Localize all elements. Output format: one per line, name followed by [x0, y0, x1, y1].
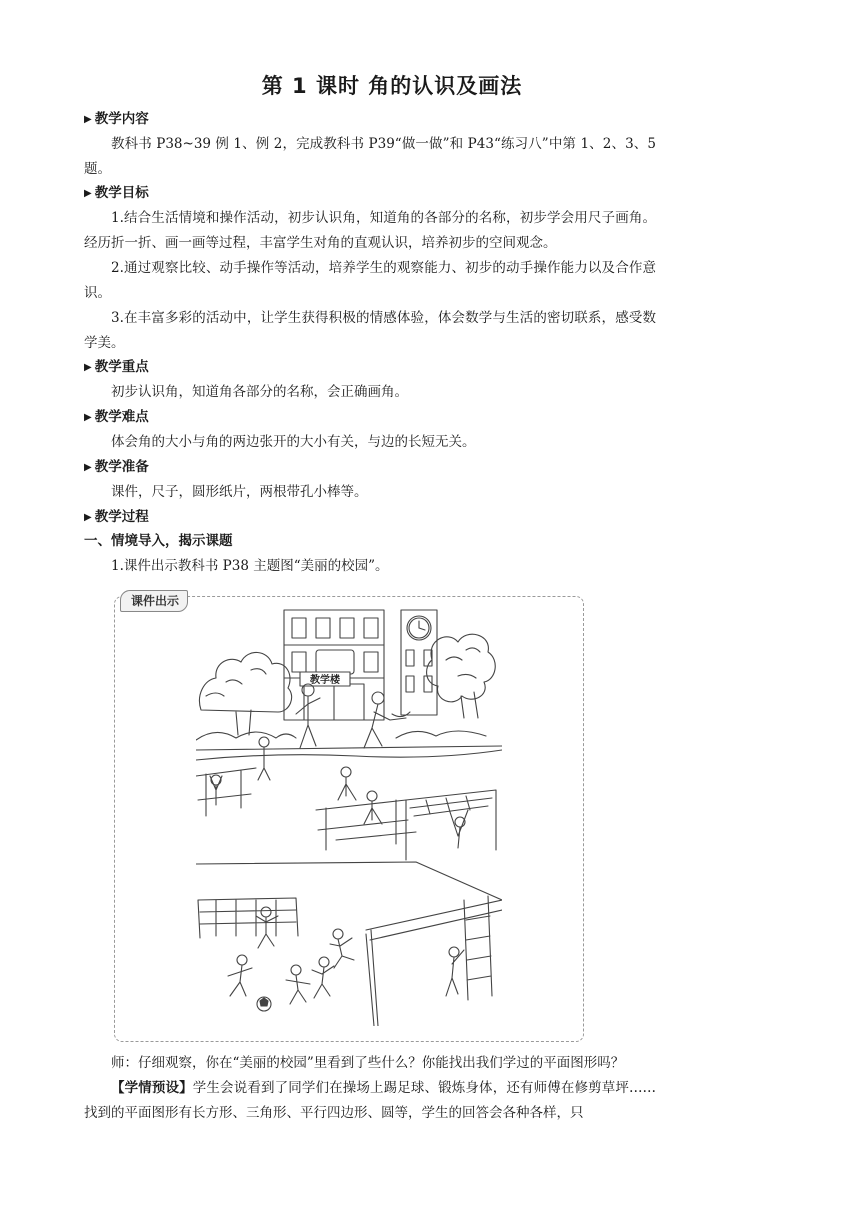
soccer-players-illustration	[228, 907, 354, 1004]
goal-item-2: 2.通过观察比较、动手操作等活动，培养学生的观察能力、初步的动手操作能力以及合作意识。	[84, 260, 656, 301]
ladder-fence-illustration	[366, 896, 502, 1026]
section-heading-content: ▶ 教学内容	[84, 111, 149, 127]
tree-left-illustration	[199, 652, 291, 735]
section-heading-prep: ▶ 教学准备	[84, 459, 149, 475]
page-title: 第 1 课时 角的认识及画法	[261, 74, 523, 98]
triangle-bullet-icon: ▶	[84, 188, 92, 199]
preview-text: 学生会说看到了同学们在操场上踢足球、锻炼身体，还有师傅在修剪草坪……找到的平面图形有长方形、三角形、平行四边形、圆等，学生的回答会各种各样，只	[84, 1080, 657, 1121]
path-line-illustration	[196, 750, 502, 760]
section-heading-goals: ▶ 教学目标	[84, 185, 149, 201]
triangle-bullet-icon: ▶	[84, 412, 92, 423]
difficulty-text: 体会角的大小与角的两边张开的大小有关，与边的长短无关。	[111, 434, 476, 450]
school-building-illustration	[284, 610, 384, 720]
triangle-bullet-icon: ▶	[84, 462, 92, 473]
campus-illustration	[196, 600, 502, 1026]
field-edge-illustration	[196, 862, 502, 900]
building-sign-text: 教学楼	[310, 675, 340, 686]
clock-tower-illustration	[401, 610, 437, 715]
parallel-bars-illustration	[316, 767, 416, 850]
figure-tag: 课件出示	[120, 590, 188, 612]
prep-text: 课件，尺子，圆形纸片，两根带孔小棒等。	[111, 484, 368, 500]
preview-label: 【学情预设】	[111, 1080, 193, 1096]
triangle-bullet-icon: ▶	[84, 512, 92, 523]
soccer-goal-illustration	[198, 898, 298, 938]
section-heading-difficulty: ▶ 教学难点	[84, 409, 149, 425]
teacher-figure-illustration	[296, 684, 320, 748]
triangle-bullet-icon: ▶	[84, 362, 92, 373]
teacher-question: 师：仔细观察，你在“美丽的校园”里看到了些什么？你能找出我们学过的平面图形吗？	[111, 1055, 625, 1071]
climbing-frame-illustration	[406, 790, 496, 860]
goal-item-3: 3.在丰富多彩的活动中，让学生获得积极的情感体验，体会数学与生活的密切联系，感受数学美。	[84, 310, 656, 351]
bushes-illustration	[196, 731, 502, 750]
key-text: 初步认识角，知道角各部分的名称，会正确画角。	[111, 384, 408, 400]
content-text: 教科书 P38~39 例 1、例 2，完成教科书 P39“做一做”和 P43“练习八”中第 1、2、3、5 题。	[84, 136, 656, 177]
part1-step1: 1.课件出示教科书 P38 主题图“美丽的校园”。	[111, 558, 389, 574]
goal-item-1: 1.结合生活情境和操作活动，初步认识角，知道角的各部分的名称，初步学会用尺子画角。经历折一折、画一画等过程，丰富学生对角的直观认识，培养初步的空间观念。	[84, 210, 656, 251]
preview-paragraph	[84, 1076, 656, 1126]
section-heading-process: ▶ 教学过程	[84, 509, 149, 525]
section-heading-key: ▶ 教学重点	[84, 359, 149, 375]
part1-heading: 一、情境导入，揭示课题	[84, 533, 233, 549]
triangle-bullet-icon: ▶	[84, 114, 92, 125]
soccer-ball-icon	[257, 997, 271, 1011]
